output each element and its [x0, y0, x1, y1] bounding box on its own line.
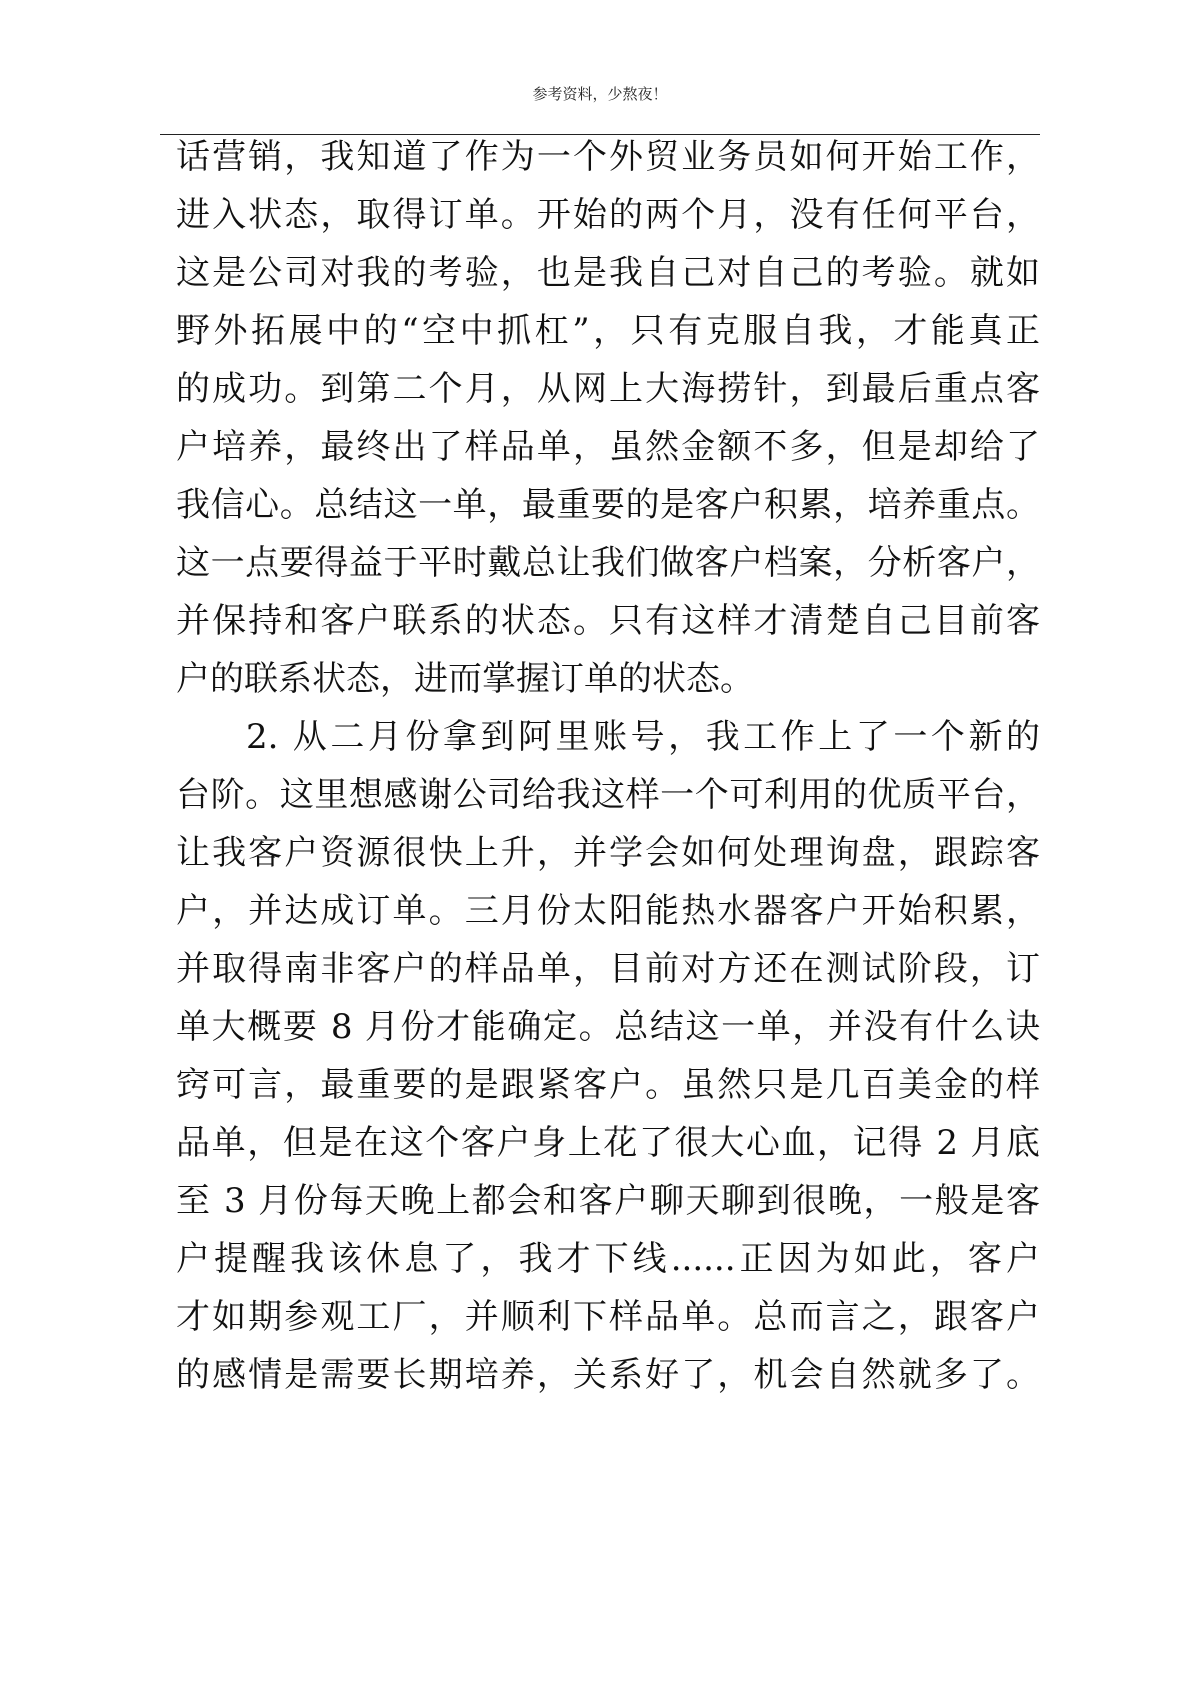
body-line-15: 并取得南非客户的样品单，目前对方还在测试阶段，订	[176, 949, 1040, 989]
body-line-8: 这一点要得益于平时戴总让我们做客户档案，分析客户，	[176, 543, 1040, 583]
body-line-16: 单大概要 8 月份才能确定。总结这一单，并没有什么诀	[176, 1007, 1040, 1047]
page-header: 参考资料，少熬夜！	[532, 85, 668, 103]
body-line-21: 才如期参观工厂，并顺利下样品单。总而言之，跟客户	[176, 1297, 1040, 1337]
body-line-3: 这是公司对我的考验，也是我自己对自己的考验。就如	[176, 253, 1040, 293]
body-line-7: 我信心。总结这一单，最重要的是客户积累，培养重点。	[176, 485, 1040, 525]
body-line-5: 的成功。到第二个月，从网上大海捞针，到最后重点客	[176, 369, 1040, 409]
body-line-17: 窍可言，最重要的是跟紧客户。虽然只是几百美金的样	[176, 1065, 1040, 1105]
body-line-19: 至 3 月份每天晚上都会和客户聊天聊到很晚，一般是客	[176, 1181, 1040, 1221]
body-line-10: 户的联系状态，进而掌握订单的状态。	[176, 659, 754, 699]
body-line-9: 并保持和客户联系的状态。只有这样才清楚自己目前客	[176, 601, 1040, 641]
body-line-6: 户培养，最终出了样品单，虽然金额不多，但是却给了	[176, 427, 1040, 467]
body-line-1: 话营销，我知道了作为一个外贸业务员如何开始工作，	[176, 137, 1040, 177]
body-line-12: 台阶。这里想感谢公司给我这样一个可利用的优质平台，	[176, 775, 1040, 815]
body-line-2: 进入状态，取得订单。开始的两个月，没有任何平台，	[176, 195, 1040, 235]
body-line-4: 野外拓展中的“空中抓杠”，只有克服自我，才能真正	[176, 311, 1040, 351]
body-line-18: 品单，但是在这个客户身上花了很大心血，记得 2 月底	[176, 1123, 1040, 1163]
body-line-22: 的感情是需要长期培养，关系好了，机会自然就多了。	[176, 1355, 1040, 1395]
body-line-20: 户提醒我该休息了，我才下线......正因为如此，客户	[176, 1239, 1040, 1279]
body-line-11: 2. 从二月份拿到阿里账号，我工作上了一个新的	[246, 717, 1040, 757]
body-line-13: 让我客户资源很快上升，并学会如何处理询盘，跟踪客	[176, 833, 1040, 873]
body-line-14: 户，并达成订单。三月份太阳能热水器客户开始积累，	[176, 891, 1040, 931]
